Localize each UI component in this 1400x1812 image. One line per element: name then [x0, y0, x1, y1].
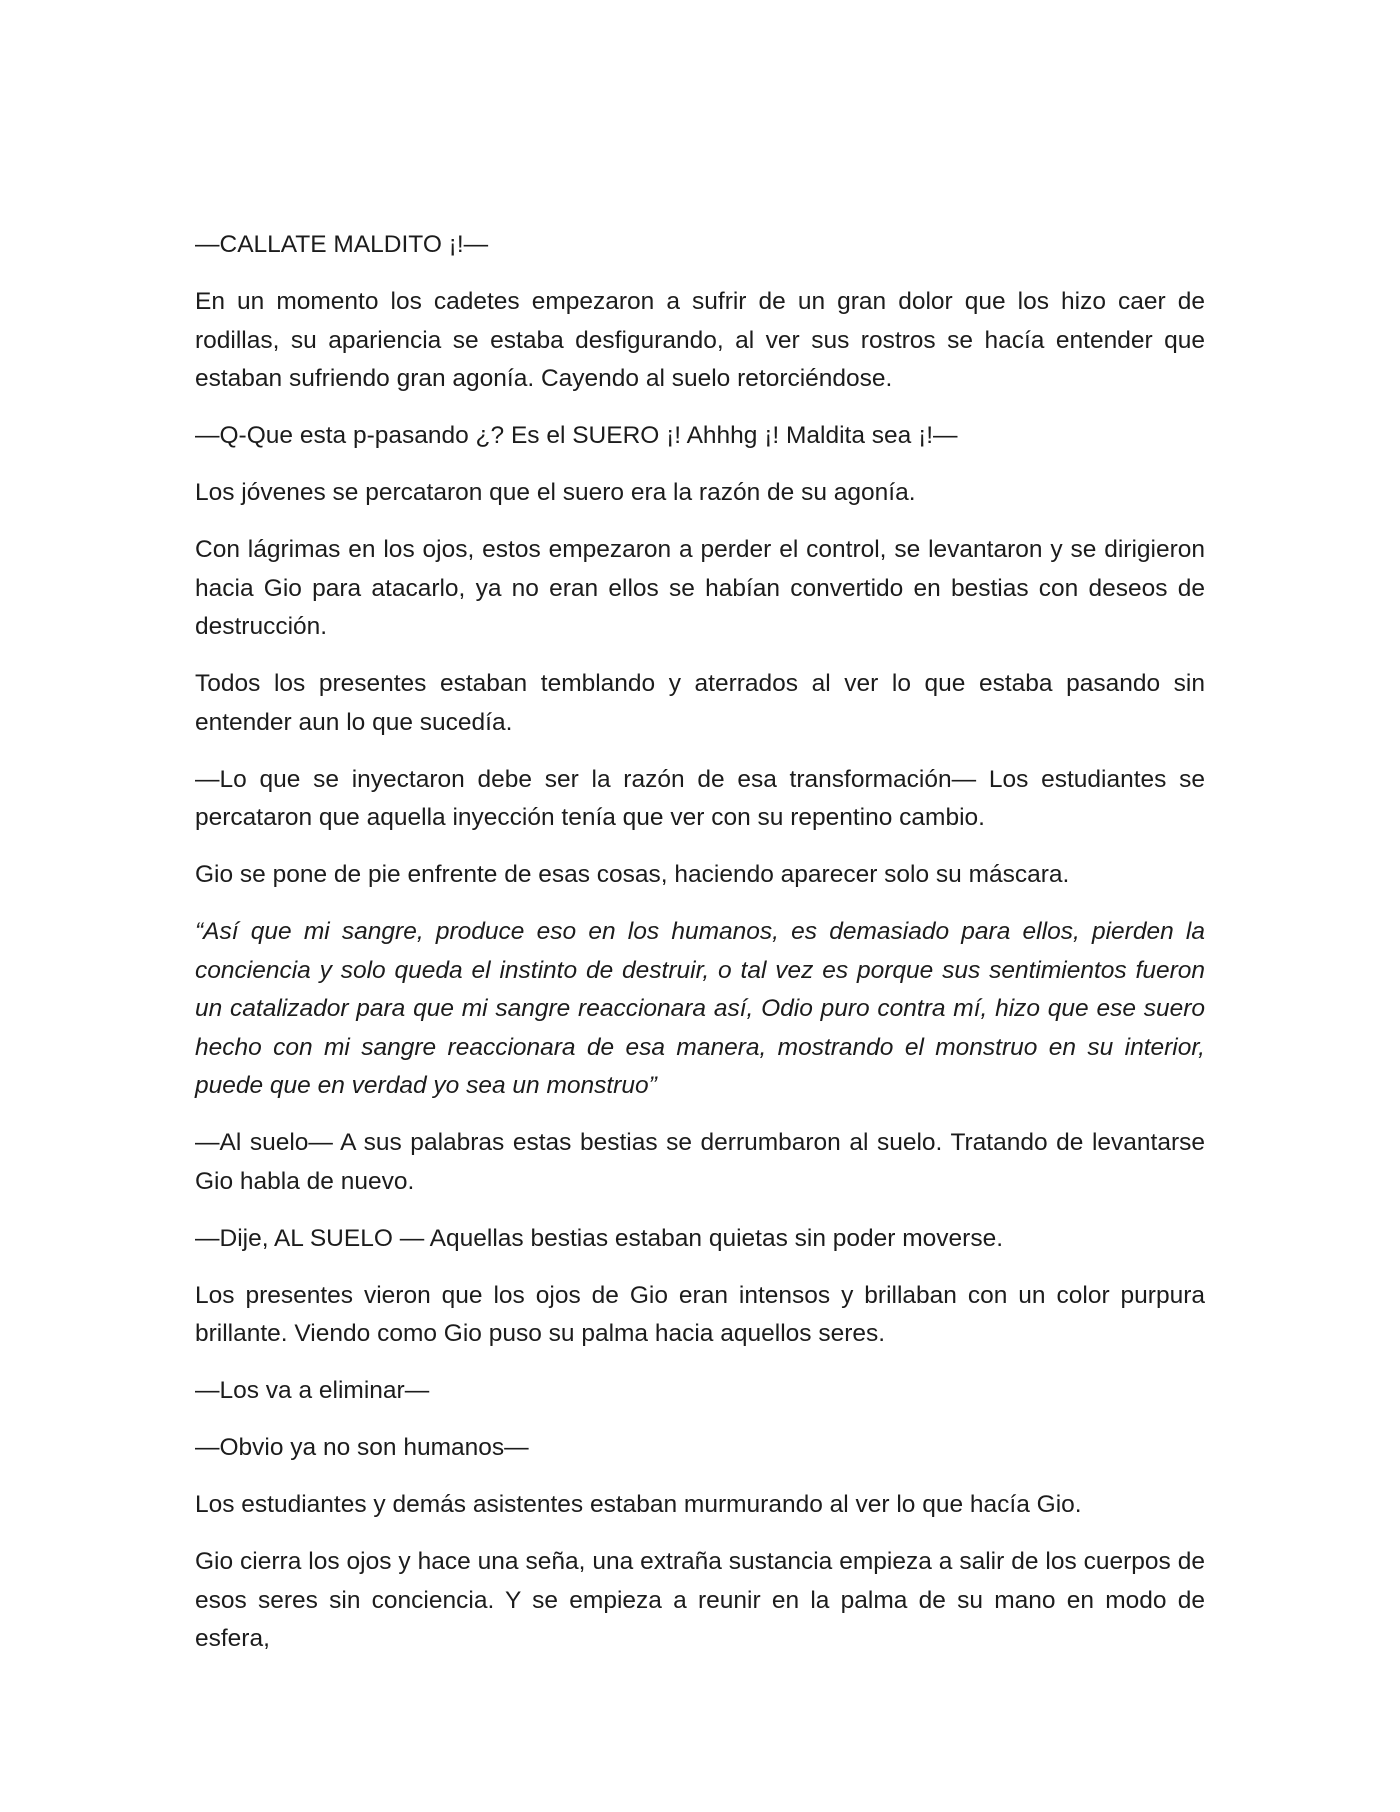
dialogue-paragraph: —CALLATE MALDITO ¡!— — [195, 231, 489, 258]
dialogue-paragraph: —Q-Que esta p-pasando ¿? Es el SUERO ¡! Ahhhg ¡! Maldita sea ¡!— — [195, 422, 958, 449]
narrative-paragraph: Los estudiantes y demás asistentes estaban murmurando al ver lo que hacía Gio. — [195, 1491, 1082, 1518]
narrative-paragraph: Gio cierra los ojos y hace una seña, una extraña sustancia empieza a salir de los cuerpos de esos seres sin conciencia. Y se empieza a reunir en la palma de su mano en modo de esfera, — [195, 1548, 1205, 1652]
narrative-paragraph: Los presentes vieron que los ojos de Gio eran intensos y brillaban con un color purpura brillante. Viendo como Gio puso su palma hacia aquellos seres. — [195, 1281, 1205, 1347]
narrative-paragraph: Los jóvenes se percataron que el suero era la razón de su agonía. — [195, 479, 916, 506]
narrative-paragraph: Todos los presentes estaban temblando y aterrados al ver lo que estaba pasando sin entender aun lo que sucedía. — [195, 670, 1205, 736]
narrative-paragraph: Gio se pone de pie enfrente de esas cosas, haciendo aparecer solo su máscara. — [195, 861, 1070, 888]
dialogue-paragraph: —Al suelo— A sus palabras estas bestias se derrumbaron al suelo. Tratando de levantarse Gio habla de nuevo. — [195, 1129, 1205, 1195]
dialogue-paragraph: —Dije, AL SUELO — Aquellas bestias estaban quietas sin poder moverse. — [195, 1224, 1004, 1252]
narrative-paragraph: Con lágrimas en los ojos, estos empezaron a perder el control, se levantaron y se dirigieron hacia Gio para atacarlo, ya no eran ellos se habían convertido en bestias con deseos de destrucción. — [195, 536, 1205, 640]
inner-thought-paragraph: “Así que mi sangre, produce eso en los humanos, es demasiado para ellos, pierden la conciencia y solo queda el instinto de destruir, o tal vez es porque sus sentimientos fueron un catalizador para que mi sangre reaccionara así, Odio puro contra mí, hizo que ese suero hecho con mi sangre reaccionara de esa manera, mostrando el monstruo en su interior, puede que en verdad yo sea un monstruo” — [195, 918, 1205, 1099]
narrative-paragraph: En un momento los cadetes empezaron a sufrir de un gran dolor que los hizo caer de rodillas, su apariencia se estaba desfigurando, al ver sus rostros se hacía entender que estaban sufriendo gran agonía. Cayendo al suelo retorciéndose. — [195, 288, 1205, 392]
dialogue-paragraph: —Obvio ya no son humanos— — [195, 1434, 529, 1461]
document-page — [195, 226, 1205, 1659]
dialogue-paragraph: —Lo que se inyectaron debe ser la razón de esa transformación— Los estudiantes se percataron que aquella inyección tenía que ver con su repentino cambio. — [195, 765, 1205, 831]
dialogue-paragraph: —Los va a eliminar— — [195, 1377, 430, 1404]
